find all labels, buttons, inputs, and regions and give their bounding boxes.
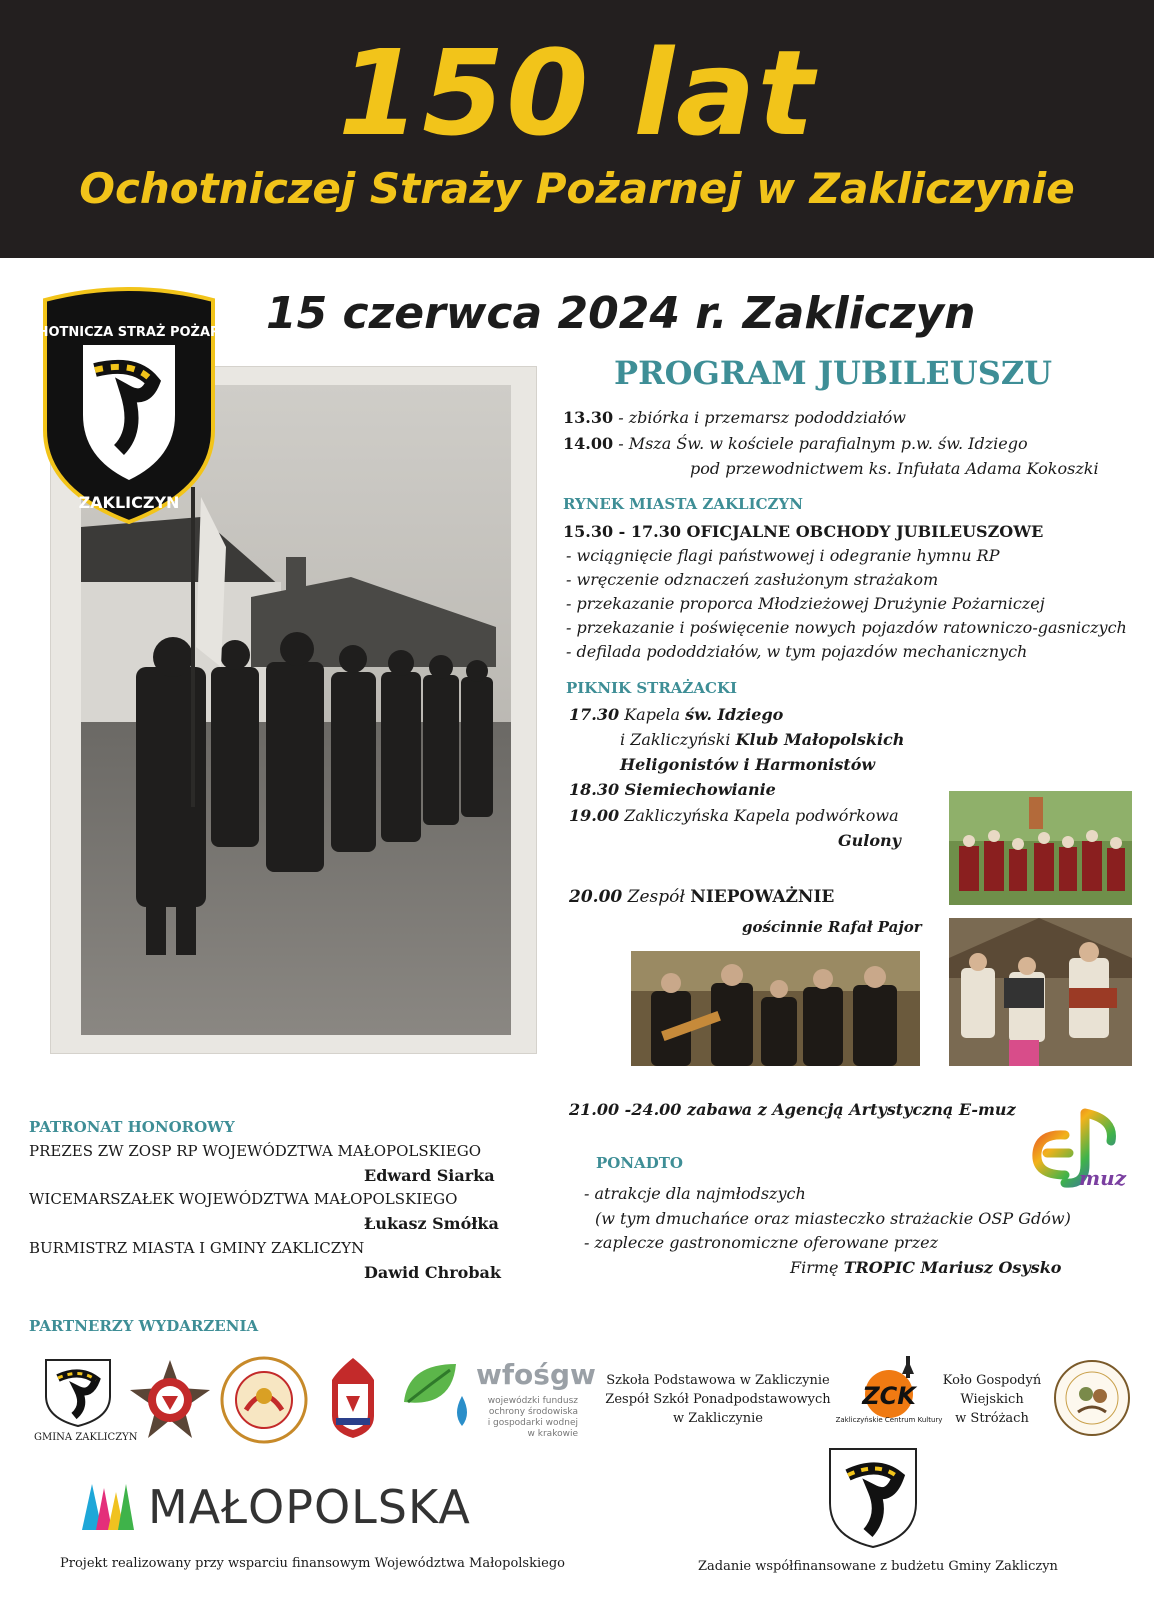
kgw-line-1: Koło Gospodyń <box>942 1373 1042 1388</box>
official-point-1: - wciągnięcie flagi państwowej i odegranie hymnu RP <box>566 546 1000 565</box>
zck-text: ZCK <box>862 1382 916 1410</box>
patronat-name-1: Edward Siarka <box>364 1166 495 1185</box>
patronat-role-2: WICEMARSZAŁEK WOJEWÓDZTWA MAŁOPOLSKIEGO <box>29 1190 458 1208</box>
wfosgw-logo <box>398 1356 596 1442</box>
patronat-name-2: Łukasz Smółka <box>364 1214 499 1233</box>
wfosgw-line-4: w krakowie <box>527 1429 578 1439</box>
piknik-item-4-guest: gościnnie Rafał Pajor <box>742 918 922 936</box>
zck-subtitle: Zakliczyńskie Centrum Kultury <box>835 1416 943 1424</box>
school-line-3: w Zakliczynie <box>673 1411 763 1426</box>
emuz-logo <box>1025 1105 1135 1193</box>
school-line-2: Zespół Szkół Ponadpodstawowych <box>605 1392 831 1407</box>
piknik-item-1-line2: i Zakliczyński Klub Małopolskich <box>620 730 905 749</box>
patronat-role-1: PREZES ZW ZOSP RP WOJEWÓDZTWA MAŁOPOLSKIEGO <box>29 1142 481 1160</box>
piknik-item-1: 17.30 Kapela św. Idziego <box>569 705 784 724</box>
siemiechowianie-photo <box>949 918 1132 1066</box>
gmina-crest-bottom <box>826 1445 920 1551</box>
program-item-2-cont: pod przewodnictwem ks. Infułata Adama Kokoszki <box>690 459 1099 478</box>
ponadto-heading: PONADTO <box>596 1154 683 1172</box>
patronat-role-3: BURMISTRZ MIASTA I GMINY ZAKLICZYN <box>29 1239 365 1257</box>
badge-top-text: OCHOTNICZA STRAŻ POŻARNA <box>17 325 241 340</box>
piknik-item-4: 20.00 Zespół NIEPOWAŻNIE <box>569 887 835 907</box>
main-title: 150 lat <box>338 24 816 162</box>
badge-bottom-text: ZAKLICZYN <box>78 493 180 512</box>
ponadto-line-2: (w tym dmuchańce oraz miasteczko strażackie OSP Gdów) <box>595 1209 1071 1228</box>
piknik-item-3-name: Gulony <box>838 831 901 850</box>
program-title: PROGRAM JUBILEUSZU <box>614 354 1053 392</box>
osp-cross-logo <box>128 1358 212 1442</box>
patronat-heading: PATRONAT HONOROWY <box>29 1118 235 1136</box>
emuz-text: muz <box>1079 1166 1127 1190</box>
event-date: 15 czerwca 2024 r. Zakliczyn <box>266 288 976 339</box>
kgw-logo <box>1052 1358 1132 1438</box>
ponadto-line-3: - zaplecze gastronomiczne oferowane przez <box>584 1233 939 1252</box>
school-line-1: Szkoła Podstawowa w Zakliczynie <box>606 1373 830 1388</box>
gmina-zakliczyn-logo <box>34 1356 138 1446</box>
malopolska-wordmark: MAŁOPOLSKA <box>148 1480 471 1534</box>
ponadto-line-4: Firmę TROPIC Mariusz Osysko <box>790 1258 1062 1277</box>
rynek-heading: RYNEK MIASTA ZAKLICZYN <box>563 495 803 513</box>
piknik-item-1-line3: Heligonistów i Harmonistów <box>620 755 876 774</box>
wfosgw-line-3: i gospodarki wodnej <box>487 1418 578 1428</box>
zosp-malopolska-logo <box>220 1356 308 1444</box>
official-point-3: - przekazanie proporca Młodzieżowej Drużynie Pożarniczej <box>566 594 1045 613</box>
kgw-line-3: w Stróżach <box>955 1411 1029 1426</box>
malopolska-m-icon <box>82 1484 134 1530</box>
gmina-label: GMINA ZAKLICZYN <box>34 1432 138 1443</box>
piknik-heading: PIKNIK STRAŻACKI <box>566 679 737 697</box>
patronat-name-3: Dawid Chrobak <box>364 1263 501 1282</box>
piknik-item-5: 21.00 -24.00 zabawa z Agencją Artystyczną E-muz <box>569 1100 1016 1119</box>
osp-badge-logo <box>17 290 241 528</box>
official-point-4: - przekazanie i poświęcenie nowych pojazdów ratowniczo-gasniczych <box>566 618 1127 637</box>
ponadto-line-1: - atrakcje dla najmłodszych <box>584 1184 806 1203</box>
psp-logo <box>322 1356 384 1440</box>
wfosgw-line-1: wojewódzki fundusz <box>487 1396 578 1406</box>
zck-logo <box>835 1354 943 1430</box>
official-line: 15.30 - 17.30 OFICJALNE OBCHODY JUBILEUSZOWE <box>563 522 1044 541</box>
piknik-item-2: 18.30 Siemiechowianie <box>569 780 776 799</box>
official-point-2: - wręczenie odznaczeń zasłużonym strażakom <box>566 570 939 589</box>
kapela-photo <box>949 791 1132 905</box>
program-item-2: 14.00 - Msza Św. w kościele parafialnym p.w. św. Idziego <box>563 434 1028 453</box>
funding-right: Zadanie współfinansowane z budżetu Gminy Zakliczyn <box>698 1559 1058 1574</box>
program-item-1: 13.30 - zbiórka i przemarsz pododdziałów <box>563 408 906 427</box>
wfosgw-text: wfośgw <box>476 1358 596 1391</box>
main-subtitle: Ochotniczej Straży Pożarnej w Zakliczynie <box>79 164 1075 213</box>
wfosgw-line-2: ochrony środowiska <box>488 1407 578 1417</box>
funding-left: Projekt realizowany przy wsparciu finansowym Województwa Małopolskiego <box>60 1556 565 1571</box>
official-point-5: - defilada pododdziałów, w tym pojazdów mechanicznych <box>566 642 1028 661</box>
partners-heading: PARTNERZY WYDARZENIA <box>29 1317 259 1335</box>
niepowaznie-band-photo <box>631 951 920 1066</box>
kgw-line-2: Wiejskich <box>960 1392 1024 1407</box>
piknik-item-3: 19.00 Zakliczyńska Kapela podwórkowa <box>569 806 899 825</box>
header-banner <box>0 0 1154 258</box>
